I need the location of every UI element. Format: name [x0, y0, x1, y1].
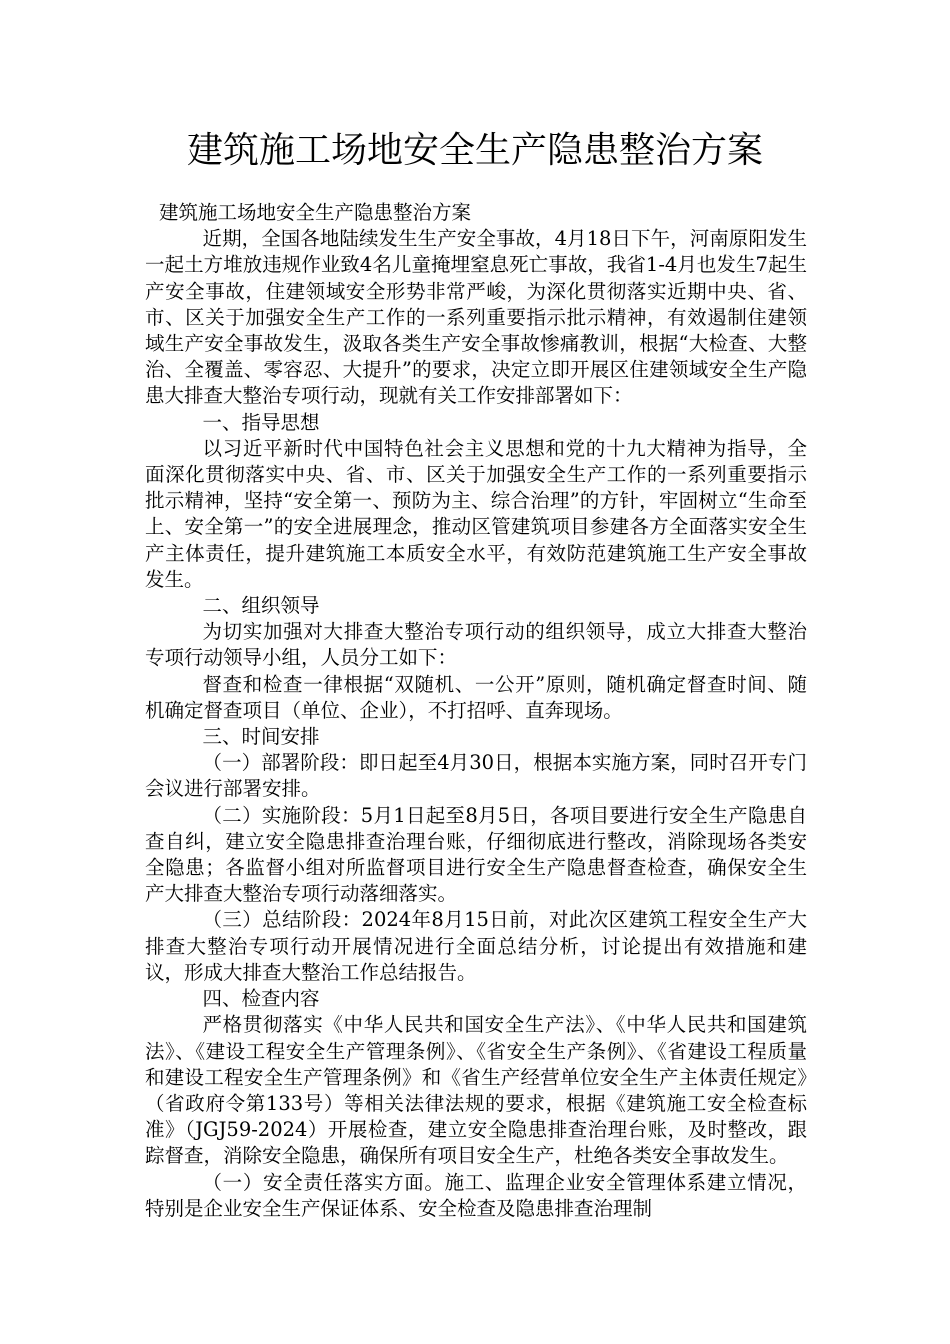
body-paragraph: （一）安全责任落实方面。施工、监理企业安全管理体系建立情况，特别是企业安全生产保证体系、安全检查及隐患排查治理制: [145, 1170, 807, 1220]
body-paragraph: 为切实加强对大排查大整治专项行动的组织领导，成立大排查大整治专项行动领导小组，人员分工如下：: [145, 620, 807, 670]
document-subtitle: 建筑施工场地安全生产隐患整治方案: [159, 201, 472, 224]
intro-paragraph: 近期，全国各地陆续发生生产安全事故，4月18日下午，河南原阳发生一起土方堆放违规作业致4名儿童掩埋窒息死亡事故，我省1-4月也发生7起生产安全事故，住建领域安全形势非常严峻，为深化贯彻落实近期中央、省、市、区关于加强安全生产工作的一系列重要指示批示精神，有效遏制住建领域生产安全事故发生，汲取各类生产安全事故惨痛教训，根据“大检查、大整治、全覆盖、零容忍、大提升”的要求，决定立即开展区住建领域安全生产隐患大排查大整治专项行动，现就有关工作安排部署如下：: [145, 227, 807, 408]
body-paragraph: （三）总结阶段：2024年8月15日前，对此次区建筑工程安全生产大排查大整治专项行动开展情况进行全面总结分析，讨论提出有效措施和建议，形成大排查大整治工作总结报告。: [145, 908, 807, 984]
body-paragraph: 督查和检查一律根据“双随机、一公开”原则，随机确定督查时间、随机确定督查项目（单位、企业），不打招呼、直奔现场。: [145, 672, 807, 722]
section-heading-schedule: 三、时间安排: [202, 725, 320, 749]
section-heading-organization: 二、组织领导: [202, 594, 320, 618]
section-heading-inspection: 四、检查内容: [202, 987, 320, 1011]
body-paragraph: （一）部署阶段：即日起至4月30日，根据本实施方案，同时召开专门会议进行部署安排。: [145, 751, 807, 801]
document-body: [145, 200, 807, 1222]
section-heading-guiding-ideology: 一、指导思想: [202, 410, 320, 434]
body-paragraph: （二）实施阶段：5月1日起至8月5日，各项目要进行安全生产隐患自查自纠，建立安全隐患排查治理台账，仔细彻底进行整改，消除现场各类安全隐患；各监督小组对所监督项目进行安全生产隐患督查检查，确保安全生产大排查大整治专项行动落细落实。: [145, 803, 807, 906]
body-paragraph: 严格贯彻落实《中华人民共和国安全生产法》、《中华人民共和国建筑法》、《建设工程安全生产管理条例》、《省安全生产条例》、《省建设工程质量和建设工程安全生产管理条例》和《省生产经营单位安全生产主体责任规定》（省政府令第133号）等相关法律法规的要求，根据《建筑施工安全检查标准》（JGJ59-2024）开展检查，建立安全隐患排查治理台账，及时整改，跟踪督查，消除安全隐患，确保所有项目安全生产，杜绝各类安全事故发生。: [145, 1013, 807, 1168]
document-title: 建筑施工场地安全生产隐患整治方案: [186, 130, 763, 171]
body-paragraph: 以习近平新时代中国特色社会主义思想和党的十九大精神为指导，全面深化贯彻落实中央、省、市、区关于加强安全生产工作的一系列重要指示批示精神，坚持“安全第一、预防为主、综合治理”的方针，牢固树立“生命至上、安全第一”的安全进展理念，推动区管建筑项目参建各方全面落实安全生产主体责任，提升建筑施工本质安全水平，有效防范建筑施工生产安全事故发生。: [145, 436, 807, 591]
